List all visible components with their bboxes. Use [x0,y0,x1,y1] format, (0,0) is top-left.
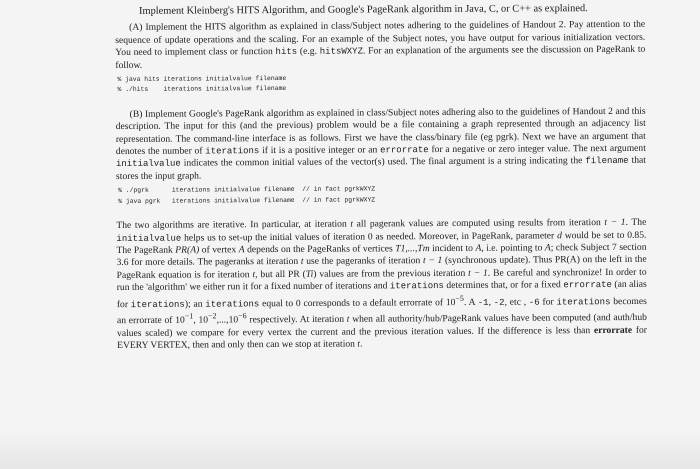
code-iterations: iterations [205,146,260,157]
text: (an alias for [116,278,647,310]
code-filename: filename [585,156,629,167]
text: that stores the input graph. [116,155,646,182]
text: ,...,10 [216,314,239,326]
bold-errorrate: errorrate [593,324,633,336]
text: (A) Implement the HITS algorithm as explained in class/Subject notes adhering to the guidelines of Handout 2. Pay attention to the sequence of update operations and the scaling. For an example of the Subject notes, you have output for various initialization vectors. You need to implement class or function [115,19,646,59]
var-t-minus-1: t − 1 [422,255,443,267]
var-t: t [350,218,354,230]
text: for [539,296,557,308]
text: ; check Subject 7 section 3.6 for more details. The pageranks at iteration [116,241,647,269]
text: ); an [184,298,206,310]
part-b-command-java: % java pgrk iterations initialvalue filename // in fact pgrkWXYZ [118,196,376,205]
text: incident to [429,242,476,254]
text: of vertex [199,244,239,256]
code-initialvalue: initialvalue [115,159,181,170]
text: respectively. At iteration [246,313,347,326]
text: depends on the PageRanks of vertices [244,243,396,256]
part-b-paragraph [116,106,646,184]
var-a: A [475,242,482,254]
var-t-list: T1,...,Tm [395,242,430,255]
var-a: A [544,242,551,254]
iteration-paragraph [116,217,647,353]
text: . [360,338,363,350]
exponent: −6 [238,311,247,321]
var-t-minus-1: t − 1 [468,267,488,279]
text: for a negative or zero integer value. The next argument [428,142,646,156]
text: (synchronous update). Thus PR(A) on the left in the PageRank equation is for iteration [116,254,647,281]
text: for EVERY VERTEX, then and only then can we stop at iteration [117,324,648,352]
code-neg-1: -1 [477,297,489,308]
code-errorrate: errorrate [380,145,429,156]
code-iterations: iterations [556,296,611,308]
text: would be set to 0.85. The PageRank [116,229,647,256]
code-neg-6: -6 [528,297,540,308]
text: . Be careful and synchronize! In order to run the 'algorithm' we either run it for a fixed number of iterations and [116,266,647,294]
document-title: Implement Kleinberg's HITS Algorithm, and Google's PageRank algorithm in Java, C, or C++ as explained. [138,3,588,17]
text: helps us to set-up the initial values of iteration 0 as needed. Moreover, in PageRank, parameter [181,229,558,244]
part-b-command-native: % ./pgrk iterations initialvalue filename // in fact pgrkWXYZ [118,185,376,195]
code-iterations: iterations [389,281,444,292]
text: . The [625,216,647,228]
text: (B) Implement Google's PageRank algorithm as explained in class/Subject notes adhering also to the guidelines of Handout 2 and this description. The input for this (and the previous) problem would be a file containing a graph represented through an adjacency list representation. The command-line interface is as follows. First we have the class/binary file (eg pgrk). Next we have an argument that denotes the number of [115,105,646,158]
text: indicates the common initial values of the vector(s) used. The final argument is a string indicating the [180,155,586,170]
text: when all authority/hub/PageRank values have been computed (and auth/hub values scaled) we compare for every vertex the current and the previous iteration values. If the difference is less than [116,312,647,339]
code-errorrate: errorrate [563,280,612,291]
code-iterations: iterations [205,298,260,310]
var-t: t [346,313,350,325]
text: , i.e. pointing to [481,242,545,254]
text: , etc , [504,296,529,308]
var-t: t [300,256,304,268]
text: all pagerank values are computed using results from iteration [353,217,605,230]
var-d: d [557,229,562,241]
var-pr-a: PR(A) [175,244,200,256]
text: The two algorithms are iterative. In particular, at iteration [116,218,351,232]
text: , 10 [193,314,209,326]
code-hitswxyz: hitsWXYZ [319,46,364,57]
text: if it is a positive integer or an [259,144,381,157]
code-hits: hits [275,47,298,58]
part-a-command-native: % ./hits iterations initialvalue filename [117,85,287,94]
var-t: t [252,268,256,280]
text: use the pageranks of iteration [303,255,424,268]
code-neg-2: -2 [493,297,505,308]
text: ) values are from the previous iteration [313,267,469,280]
part-a-paragraph [115,19,645,72]
text: (e.g. [297,45,320,58]
code-initialvalue: initialvalue [116,233,182,244]
var-t-i: Ti [305,268,314,280]
var-t: t [357,338,361,350]
photo-shading [0,429,700,469]
text: equal to 0 corresponds to a default errorrate of 10 [259,296,456,309]
exponent: −5 [455,293,464,303]
exponent: −2 [207,311,217,321]
text: , [488,296,494,308]
part-a-command-java: % java hits iterations initialvalue filename [117,74,287,84]
text: becomes an errorrate of 10 [116,295,647,327]
code-iterations: iterations [130,299,185,310]
text: . A [463,296,478,308]
exponent: −1 [184,311,194,321]
var-a: A [238,244,245,256]
document-content [115,3,647,357]
text: , but all PR ( [255,268,306,280]
var-t-minus-1: t − 1 [604,216,626,229]
text: determines that, or for a fixed [443,279,564,292]
text: . For an explanation of the arguments see the discussion on PageRank to follow. [115,43,646,71]
